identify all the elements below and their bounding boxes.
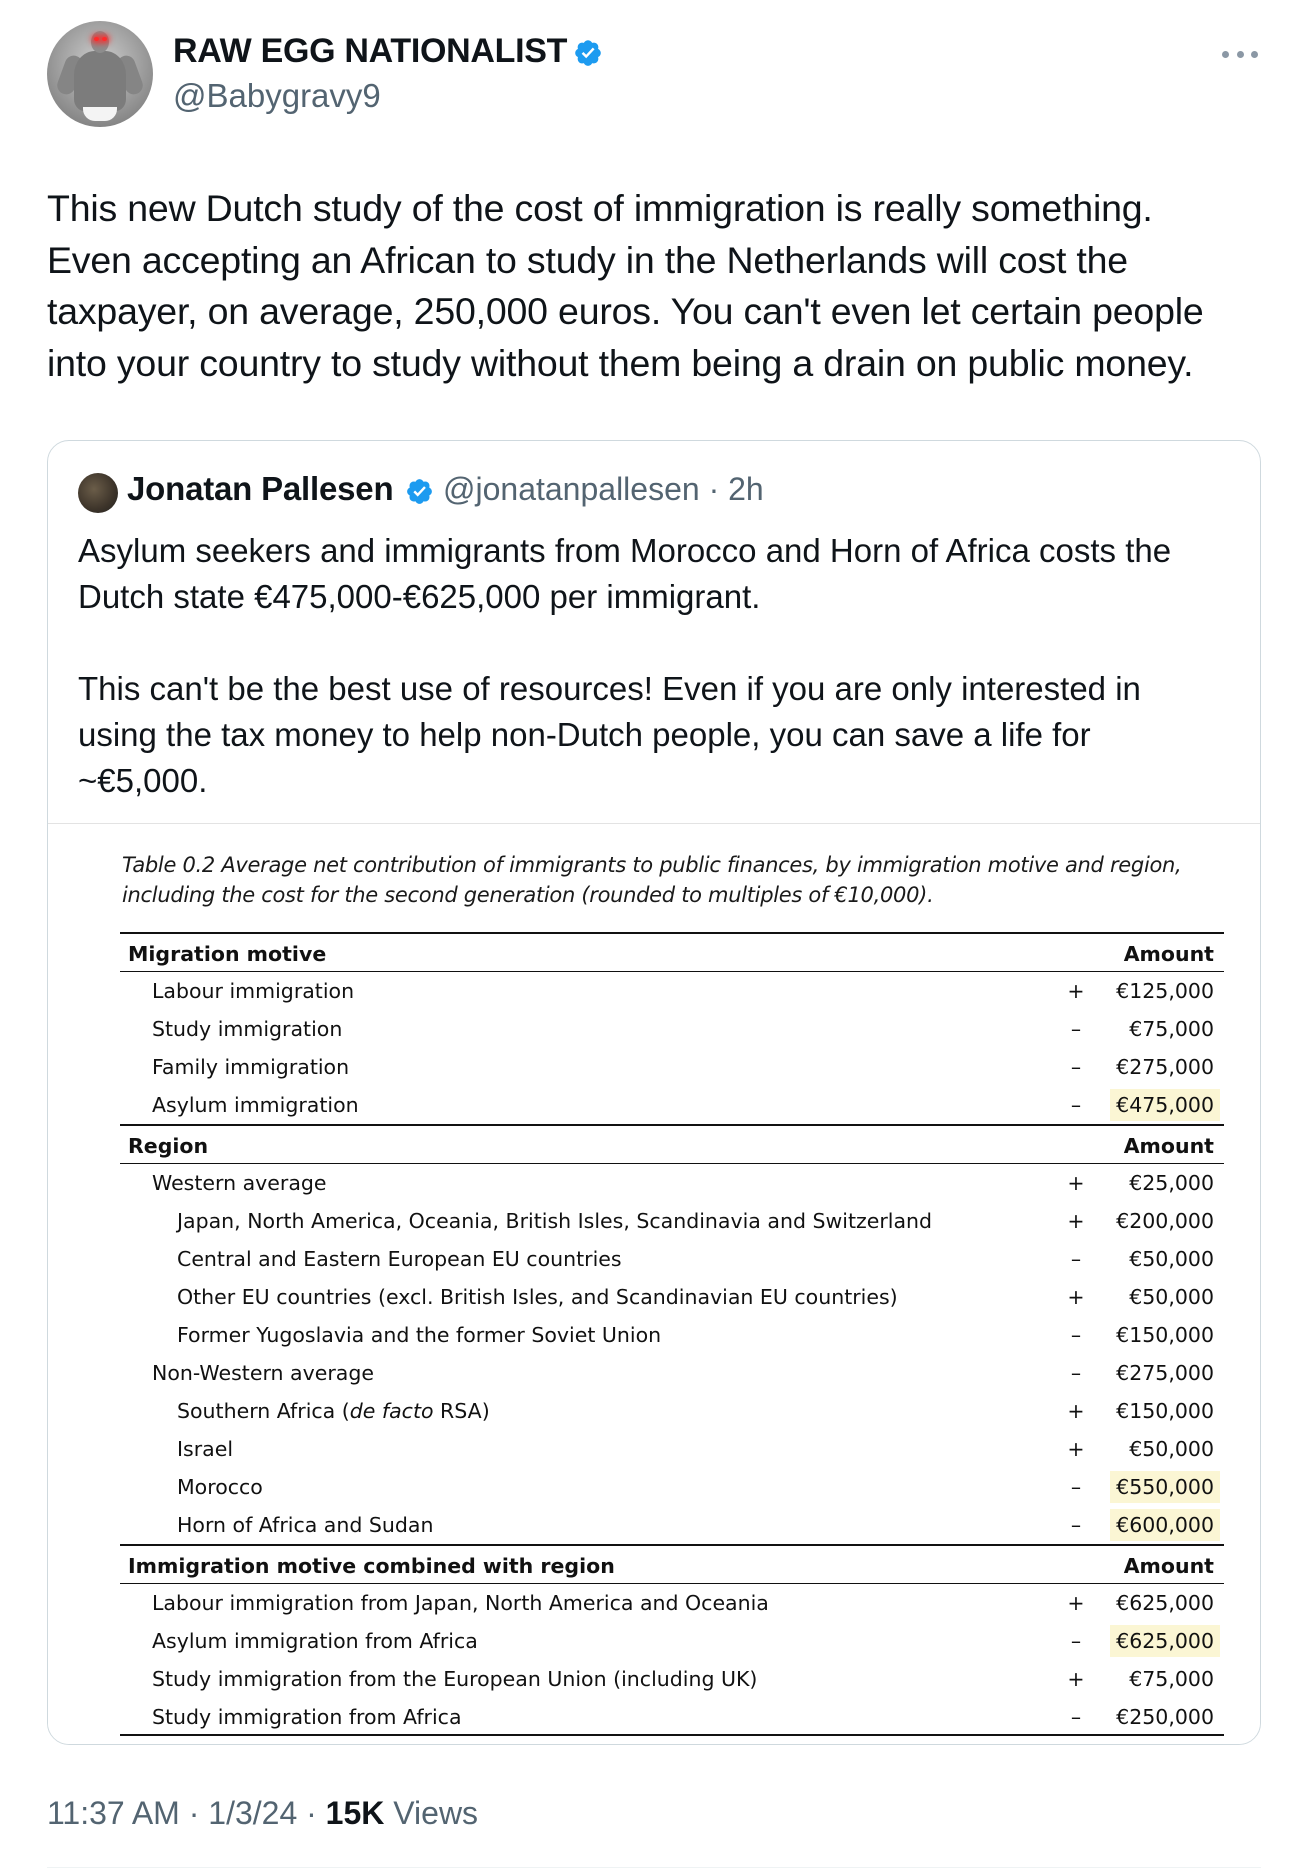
row-amount: €275,000 bbox=[1116, 1361, 1214, 1385]
tweet-text: This new Dutch study of the cost of immigration is really something. Even accepting an African to study in the Netherlands will cost the taxpayer, on average, 250,000 euros. You can't even let certain people into your country to study without them being a drain on public money. bbox=[47, 187, 1204, 384]
table-row bbox=[120, 1506, 1224, 1544]
row-amount: €625,000 bbox=[1110, 1625, 1220, 1657]
row-label: Study immigration from Africa bbox=[152, 1705, 462, 1729]
views-label: Views bbox=[384, 1795, 479, 1831]
row-sign: – bbox=[1070, 1247, 1082, 1271]
table-row bbox=[120, 1622, 1224, 1660]
row-amount: €50,000 bbox=[1129, 1247, 1214, 1271]
quoted-author-avatar[interactable] bbox=[78, 473, 118, 513]
row-amount: €50,000 bbox=[1129, 1437, 1214, 1461]
author-avatar[interactable] bbox=[47, 21, 153, 127]
row-sign: + bbox=[1067, 1667, 1085, 1691]
row-sign: – bbox=[1070, 1323, 1082, 1347]
verified-badge-icon[interactable] bbox=[573, 38, 603, 68]
tweet-meta bbox=[47, 1795, 478, 1832]
row-label: Labour immigration from Japan, North America and Oceania bbox=[152, 1591, 769, 1615]
table-section-header bbox=[120, 1544, 1224, 1584]
amount-header: Amount bbox=[1123, 1134, 1214, 1158]
table-row bbox=[120, 1010, 1224, 1048]
table-row bbox=[120, 1430, 1224, 1468]
row-sign: – bbox=[1070, 1705, 1082, 1729]
row-label: Central and Eastern European EU countries bbox=[177, 1247, 622, 1271]
row-sign: + bbox=[1067, 1285, 1085, 1309]
row-amount: €50,000 bbox=[1129, 1285, 1214, 1309]
row-label: Asylum immigration bbox=[152, 1093, 359, 1117]
more-options-icon[interactable] bbox=[1222, 44, 1258, 64]
amount-header: Amount bbox=[1123, 942, 1214, 966]
row-label: Other EU countries (excl. British Isles, and Scandinavian EU countries) bbox=[177, 1285, 898, 1309]
row-label: Western average bbox=[152, 1171, 327, 1195]
row-amount: €475,000 bbox=[1110, 1089, 1220, 1121]
quoted-tweet-image[interactable] bbox=[48, 823, 1261, 1745]
row-label: Study immigration from the European Union (including UK) bbox=[152, 1667, 758, 1691]
table-row bbox=[120, 1584, 1224, 1622]
row-amount: €600,000 bbox=[1110, 1509, 1220, 1541]
row-amount: €275,000 bbox=[1116, 1055, 1214, 1079]
row-amount: €150,000 bbox=[1116, 1399, 1214, 1423]
row-label: Asylum immigration from Africa bbox=[152, 1629, 478, 1653]
row-sign: + bbox=[1067, 1591, 1085, 1615]
table-row bbox=[120, 1354, 1224, 1392]
author-display-name[interactable]: RAW EGG NATIONALIST bbox=[173, 32, 568, 70]
table-row bbox=[120, 1660, 1224, 1698]
row-sign: – bbox=[1070, 1361, 1082, 1385]
table-row bbox=[120, 1278, 1224, 1316]
row-amount: €75,000 bbox=[1129, 1017, 1214, 1041]
table-row bbox=[120, 1164, 1224, 1202]
row-amount: €250,000 bbox=[1116, 1705, 1214, 1729]
author-handle[interactable]: @Babygravy9 bbox=[173, 77, 381, 114]
row-amount: €75,000 bbox=[1129, 1667, 1214, 1691]
views-count: 15K bbox=[325, 1795, 385, 1831]
row-sign: – bbox=[1070, 1055, 1082, 1079]
row-amount: €125,000 bbox=[1116, 979, 1214, 1003]
table-row bbox=[120, 1468, 1224, 1506]
amount-header: Amount bbox=[1123, 1554, 1214, 1578]
row-amount: €625,000 bbox=[1116, 1591, 1214, 1615]
cost-table bbox=[120, 932, 1224, 1736]
quoted-author-display-name[interactable]: Jonatan Pallesen bbox=[127, 470, 394, 507]
row-sign: – bbox=[1070, 1513, 1082, 1537]
divider bbox=[47, 1867, 1261, 1868]
row-label: Family immigration bbox=[152, 1055, 350, 1079]
table-row bbox=[120, 1086, 1224, 1124]
table-row bbox=[120, 1240, 1224, 1278]
row-label: Former Yugoslavia and the former Soviet Union bbox=[177, 1323, 662, 1347]
row-sign: – bbox=[1070, 1475, 1082, 1499]
row-label: Morocco bbox=[177, 1475, 263, 1499]
row-sign: + bbox=[1067, 1171, 1085, 1195]
table-row bbox=[120, 1048, 1224, 1086]
table-row bbox=[120, 1392, 1224, 1430]
row-amount: €150,000 bbox=[1116, 1323, 1214, 1347]
row-label: Israel bbox=[177, 1437, 234, 1461]
row-label: Non-Western average bbox=[152, 1361, 374, 1385]
row-label: Japan, North America, Oceania, British Isles, Scandinavia and Switzerland bbox=[177, 1209, 933, 1233]
row-sign: – bbox=[1070, 1093, 1082, 1117]
table-row bbox=[120, 972, 1224, 1010]
table-section-header bbox=[120, 1124, 1224, 1164]
tweet-timestamp[interactable]: 11:37 AM · 1/3/24 · bbox=[47, 1795, 326, 1831]
table-row bbox=[120, 1316, 1224, 1354]
table-row bbox=[120, 1698, 1224, 1736]
quoted-author-handle-time[interactable]: @jonatanpallesen · 2h bbox=[443, 471, 764, 507]
row-label: Study immigration bbox=[152, 1017, 343, 1041]
table-section-header bbox=[120, 932, 1224, 972]
row-label: Horn of Africa and Sudan bbox=[177, 1513, 434, 1537]
row-sign: + bbox=[1067, 1437, 1085, 1461]
row-label: Southern Africa (de facto RSA) bbox=[177, 1399, 490, 1423]
row-sign: – bbox=[1070, 1017, 1082, 1041]
section-title: Migration motive bbox=[128, 942, 327, 966]
table-row bbox=[120, 1202, 1224, 1240]
quoted-tweet-card[interactable] bbox=[47, 440, 1261, 1745]
row-amount: €200,000 bbox=[1116, 1209, 1214, 1233]
row-label: Labour immigration bbox=[152, 979, 355, 1003]
table-caption: Table 0.2 Average net contribution of immigrants to public finances, by immigration motive and region, including the cost for the second generation (rounded to multiples of €10,000). bbox=[122, 853, 1182, 907]
row-sign: – bbox=[1070, 1629, 1082, 1653]
row-sign: + bbox=[1067, 979, 1085, 1003]
row-amount: €25,000 bbox=[1129, 1171, 1214, 1195]
quoted-tweet-text: Asylum seekers and immigrants from Morocco and Horn of Africa costs the Dutch state €475,000-€625,000 per immigrant. This can't be the best use of resources! Even if you are only interested in using the tax money to help non-Dutch people, you can save a life for ~€5,000. bbox=[78, 532, 1172, 799]
quoted-verified-badge-icon[interactable] bbox=[405, 477, 434, 506]
row-sign: + bbox=[1067, 1399, 1085, 1423]
row-amount: €550,000 bbox=[1110, 1471, 1220, 1503]
section-title: Immigration motive combined with region bbox=[128, 1554, 615, 1578]
row-sign: + bbox=[1067, 1209, 1085, 1233]
section-title: Region bbox=[128, 1134, 209, 1158]
